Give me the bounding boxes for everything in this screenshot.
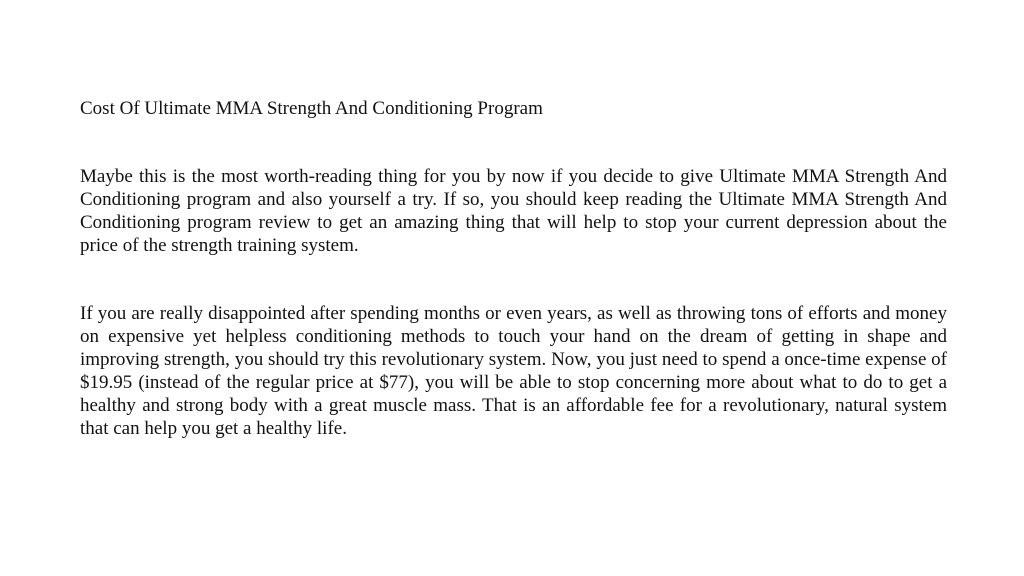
- document-title: Cost Of Ultimate MMA Strength And Conditioning Program: [80, 98, 543, 119]
- paragraph-intro: Maybe this is the most worth-reading thing for you by now if you decide to give Ultimate MMA Strength And Conditioning program and also yourself a try. If so, you should keep reading the Ultimate MMA Strength And Conditioning program review to get an amazing thing that will help to stop your current depression about the price of the strength training system.: [80, 166, 947, 256]
- paragraph-price: If you are really disappointed after spending months or even years, as well as throwing tons of efforts and money on expensive yet helpless conditioning methods to touch your hand on the dream of getting in shape and improving strength, you should try this revolutionary system. Now, you just need to spend a once-time expense of $19.95 (instead of the regular price at $77), you will be able to stop concerning more about what to do to get a healthy and strong body with a great muscle mass. That is an affordable fee for a revolutionary, natural system that can help you get a healthy life.: [80, 303, 947, 439]
- document-page: [80, 96, 947, 440]
